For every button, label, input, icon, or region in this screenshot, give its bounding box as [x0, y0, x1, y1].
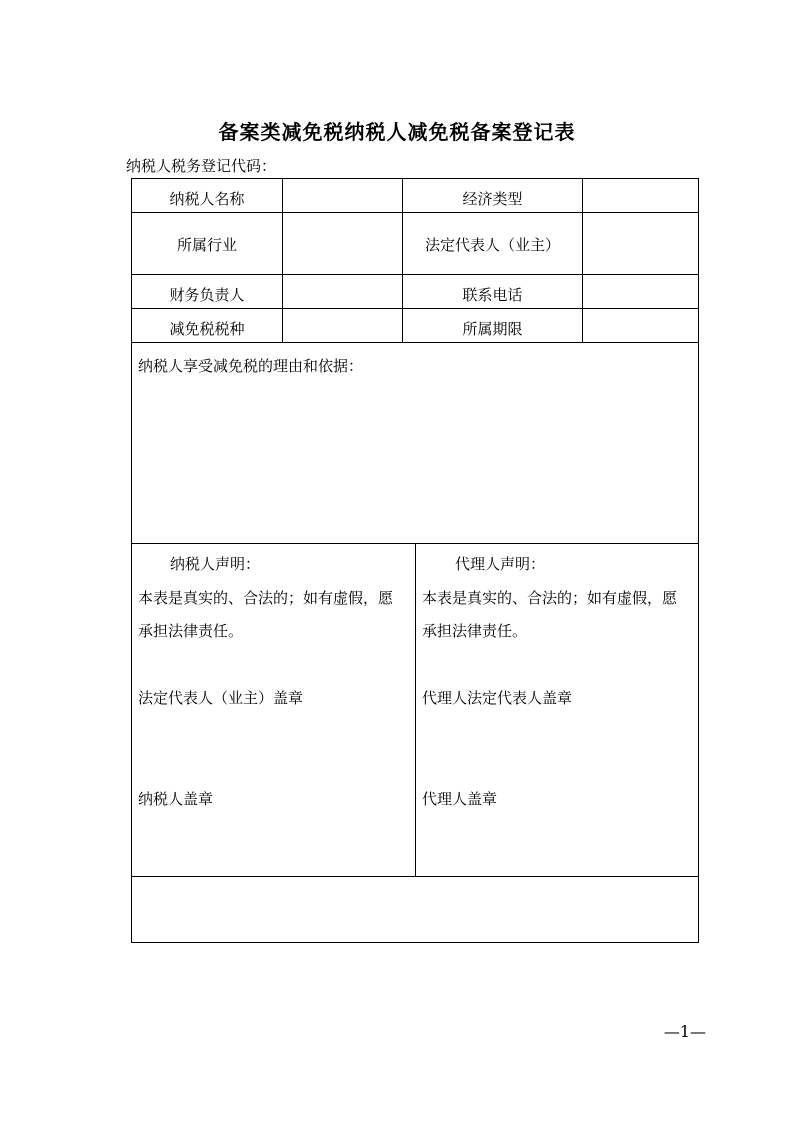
economic-type-field[interactable]	[583, 179, 699, 212]
taxpayer-name-field[interactable]	[283, 179, 402, 212]
finance-manager-label: 财务负责人	[169, 285, 245, 304]
legal-rep-seal-label: 法定代表人（业主）盖章	[138, 689, 304, 707]
phone-field[interactable]	[583, 275, 699, 308]
taxpayer-seal-label: 纳税人盖章	[138, 790, 214, 808]
legal-representative-label: 法定代表人（业主）	[424, 235, 560, 254]
taxpayer-declaration-line2: 承担法律责任。	[138, 622, 244, 640]
agent-declaration-heading: 代理人声明：	[455, 555, 546, 573]
finance-manager-field[interactable]	[283, 275, 402, 308]
taxpayer-declaration-line1: 本表是真实的、合法的；如有虚假，愿	[138, 589, 394, 607]
reason-label: 纳税人享受减免税的理由和依据：	[138, 357, 364, 375]
tax-registration-code-label: 纳税人税务登记代码：	[126, 157, 277, 175]
agent-declaration-line1: 本表是真实的、合法的；如有虚假，愿	[422, 589, 678, 607]
declaration-divider	[415, 543, 416, 876]
reason-field[interactable]	[133, 379, 699, 541]
agent-seal-label: 代理人盖章	[422, 790, 498, 808]
economic-type-label: 经济类型	[462, 189, 523, 208]
agent-rep-seal-label: 代理人法定代表人盖章	[422, 689, 573, 707]
bottom-remarks-box[interactable]	[133, 878, 699, 942]
page-title: 备案类减免税纳税人减免税备案登记表	[218, 120, 576, 144]
phone-label: 联系电话	[462, 285, 523, 304]
industry-label: 所属行业	[176, 235, 237, 254]
period-field[interactable]	[583, 309, 699, 342]
tax-type-label: 减免税税种	[169, 319, 245, 338]
page-number: —1—	[663, 1022, 706, 1041]
legal-representative-field[interactable]	[583, 213, 699, 274]
row-divider	[132, 876, 698, 877]
tax-type-field[interactable]	[283, 309, 402, 342]
industry-field[interactable]	[283, 213, 402, 274]
registration-form-table	[131, 178, 699, 943]
taxpayer-name-label: 纳税人名称	[169, 189, 245, 208]
agent-declaration-line2: 承担法律责任。	[422, 622, 528, 640]
period-label: 所属期限	[462, 319, 523, 338]
taxpayer-declaration-heading: 纳税人声明：	[170, 555, 261, 573]
